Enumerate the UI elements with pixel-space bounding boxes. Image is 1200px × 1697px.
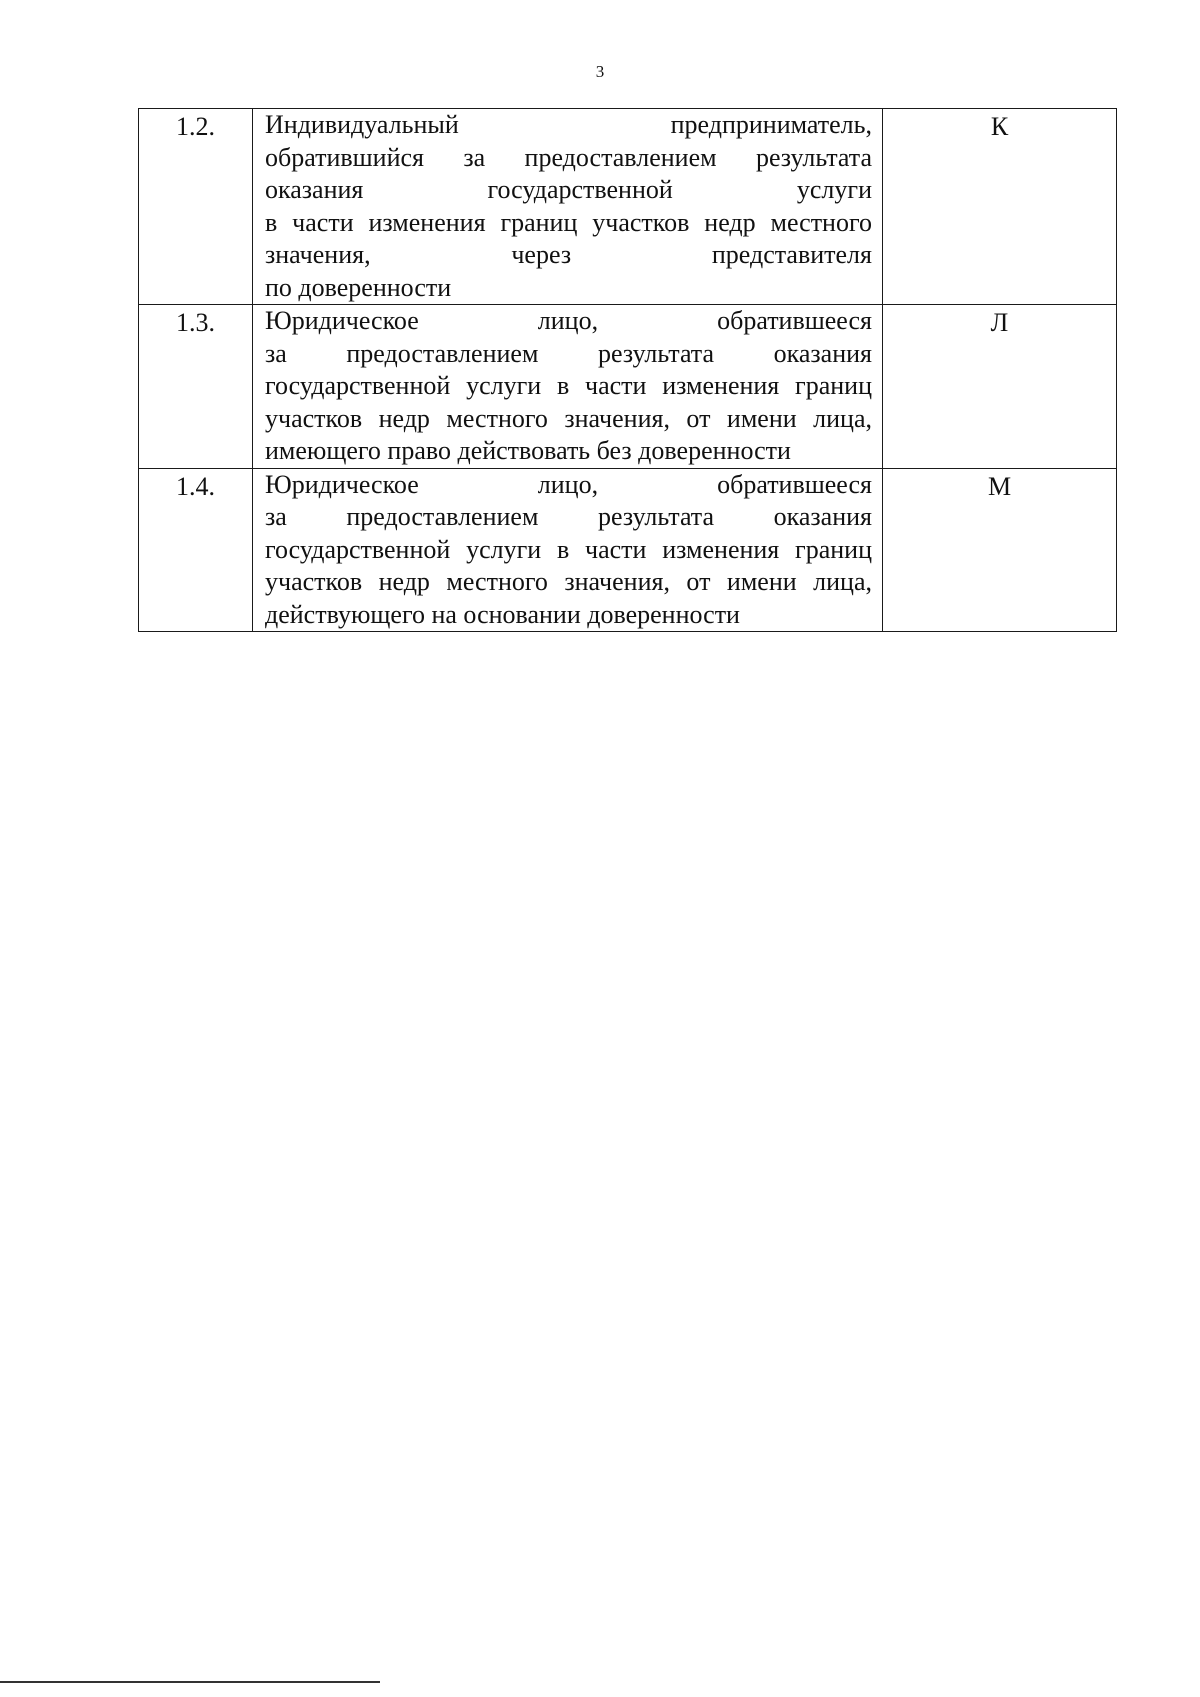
description-line: участков недр местного значения, от имени лица,	[265, 567, 872, 596]
description-line: действующего на основании доверенности	[265, 599, 740, 629]
description-line: государственной услуги в части изменения границ	[265, 534, 872, 564]
description-line: государственной услуги в части изменения границ	[265, 371, 872, 400]
description-line: в части изменения границ участков недр местного	[265, 207, 872, 237]
description-line: за предоставлением результата оказания	[265, 502, 872, 531]
description-line: Юридическое лицо, обратившееся	[265, 469, 872, 499]
row-description	[253, 109, 883, 305]
row-description	[253, 305, 883, 469]
table-row	[139, 468, 1117, 632]
applicant-categories-table	[138, 108, 1117, 632]
description-line: участков недр местного значения, от имени лица,	[265, 403, 872, 433]
description-line: за предоставлением результата оказания	[265, 338, 872, 368]
row-number: 1.2.	[139, 109, 253, 305]
description-line: Юридическое лицо, обратившееся	[265, 306, 872, 335]
description-line: оказания государственной услуги	[265, 175, 872, 204]
description-line: имеющего право действовать без доверенности	[265, 436, 791, 465]
row-code: М	[883, 468, 1117, 632]
scan-edge-line	[0, 1681, 380, 1683]
row-code: К	[883, 109, 1117, 305]
description-line: Индивидуальный предприниматель,	[265, 110, 872, 139]
row-number: 1.3.	[139, 305, 253, 469]
row-number: 1.4.	[139, 468, 253, 632]
row-code: Л	[883, 305, 1117, 469]
table-row	[139, 109, 1117, 305]
table-row	[139, 305, 1117, 469]
page-number: 3	[595, 62, 605, 81]
description-line: обратившийся за предоставлением результата	[265, 142, 872, 172]
description-line: значения, через представителя	[265, 240, 872, 269]
description-line: по доверенности	[265, 272, 452, 302]
row-description	[253, 468, 883, 632]
